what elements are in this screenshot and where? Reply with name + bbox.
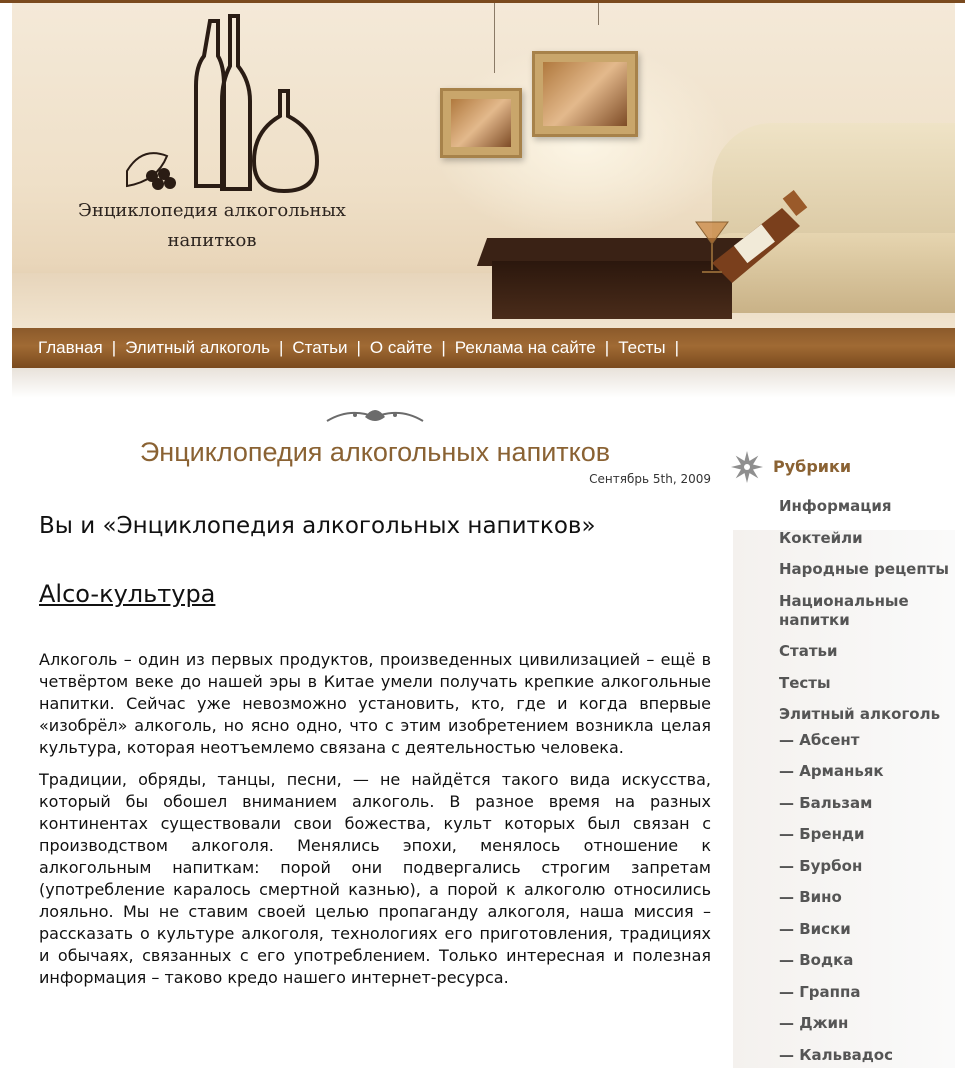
nav-link-home[interactable]: Главная [38, 338, 103, 357]
cocktail-glass-icon [692, 218, 732, 278]
category-link[interactable]: Информация [779, 497, 892, 515]
category-link[interactable]: Элитный алкоголь [779, 705, 941, 723]
sidebar-title: Рубрики [773, 457, 852, 476]
category-link[interactable]: Тесты [779, 674, 831, 692]
post-subtitle-link[interactable]: Alco-культура [39, 580, 216, 608]
nav-link-elite-alcohol[interactable]: Элитный алкоголь [125, 338, 270, 357]
nav-separator: | [604, 338, 610, 357]
category-link[interactable]: Народные рецепты [779, 560, 949, 578]
subcategory-link[interactable]: — Кальвадос [779, 1046, 894, 1064]
subcategory-link[interactable]: — Джин [779, 1014, 849, 1032]
nav-link-tests[interactable]: Тесты [618, 338, 666, 357]
nav-separator: | [441, 338, 446, 357]
subcategory-link[interactable]: — Бальзам [779, 794, 873, 812]
nav-separator: | [356, 338, 361, 357]
category-link[interactable]: Статьи [779, 642, 838, 660]
category-link[interactable]: Коктейли [779, 529, 863, 547]
subcategory-link[interactable]: — Водка [779, 951, 854, 969]
nav-separator: | [674, 338, 679, 357]
subcategory-link[interactable]: — Бренди [779, 825, 865, 843]
nav-link-about[interactable]: О сайте [369, 338, 433, 357]
post-paragraph: Алкоголь – один из первых продуктов, произведенных цивилизацией – ещё в четвёртом веке до нашей эры в Китае умели получать крепкие алкогольные напитки. Сейчас уже невозможно установить, кто, где и когда впервые «изобрёл» алкоголь, но ясно одно, что с этим изобретением возникла целая культура, которая неотъемлемо связана с деятельностью человека. [39, 650, 711, 757]
wall-picture-left [440, 88, 522, 158]
wall-picture-right [532, 51, 638, 137]
subcategory-link[interactable]: — Арманьяк [779, 762, 884, 780]
nav-separator: | [111, 338, 117, 357]
ornament-divider-icon [325, 403, 425, 427]
post-date: Сентябрь 5th, 2009 [589, 472, 711, 486]
main-navigation [12, 328, 955, 368]
logo-line-2: напитков [167, 230, 257, 251]
post-body [39, 649, 711, 999]
subcategory-link[interactable]: — Граппа [779, 983, 861, 1001]
subcategory-link[interactable]: — Бурбон [779, 857, 863, 875]
post-title: Вы и «Энциклопедия алкогольных напитков» [39, 513, 596, 539]
subcategory-link[interactable]: — Виски [779, 920, 851, 938]
category-link[interactable]: Национальные напитки [779, 592, 909, 629]
nav-link-advertising[interactable]: Реклама на сайте [454, 338, 596, 357]
site-title: Энциклопедия алкогольных напитков [139, 437, 611, 467]
header-banner [12, 3, 955, 328]
logo-line-1: Энциклопедия алкогольных [78, 200, 346, 221]
nav-separator: | [278, 338, 284, 357]
post-paragraph: Традиции, обряды, танцы, песни, — не найдётся такого вида искусства, который бы обошел вниманием алкоголь. В разное время на разных континентах существовали свои божества, культ которых был связан с производством алкоголя. Менялись эпохи, менялось отношение к алкогольным напиткам: порой они подвергались строгим запретам (употребление каралось смертной казнью), а порой к алкоголю относились лояльно. Мы не ставим своей целью пропаганду алкоголя, наша миссия – рассказать о культуре алкоголя, технологиях его приготовления, традициях и обычаях, связанных с его употреблением. Только интересная и полезная информация – таково кредо нашего интернет-ресурса. [39, 770, 711, 987]
logo-text [62, 196, 362, 256]
nav-link-articles[interactable]: Статьи [292, 338, 348, 357]
bottles-logo-icon [112, 11, 327, 196]
subcategory-link[interactable]: — Вино [779, 888, 842, 906]
star-flower-icon [729, 449, 765, 485]
subcategory-link[interactable]: — Абсент [779, 731, 860, 749]
